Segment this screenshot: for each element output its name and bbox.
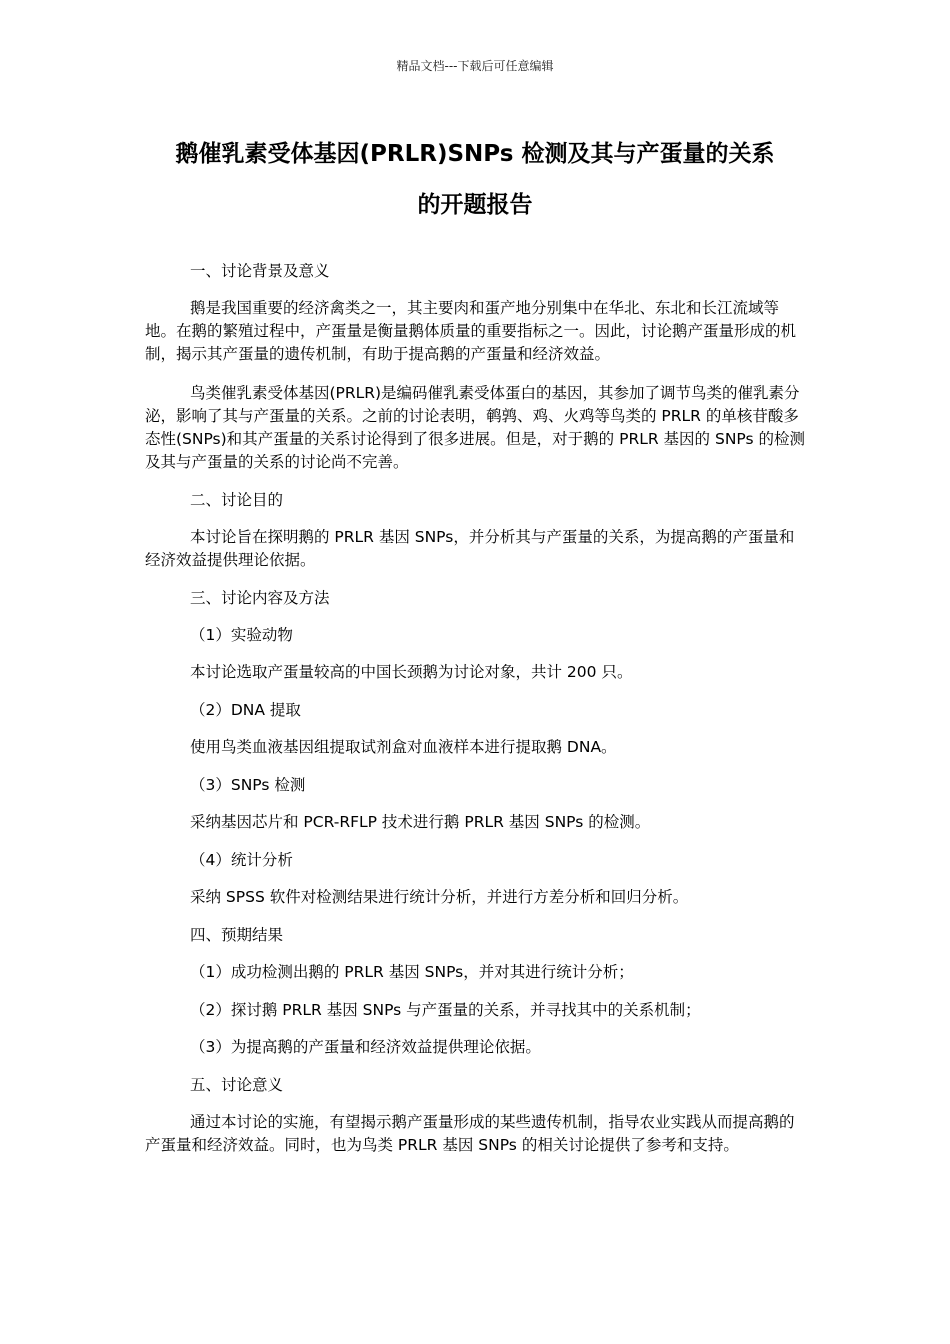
section3-sub3-heading: （3）SNPs 检测	[190, 776, 306, 794]
section2-heading: 二、讨论目的	[190, 491, 284, 509]
section3-sub4-heading: （4）统计分析	[190, 851, 293, 869]
section3-sub2-heading: （2）DNA 提取	[190, 701, 301, 719]
section4-item2: （2）探讨鹅 PRLR 基因 SNPs 与产蛋量的关系，并寻找其中的关系机制；	[190, 1001, 701, 1019]
document-title-line1: 鹅催乳素受体基因(PRLR)SNPs 检测及其与产蛋量的关系	[175, 141, 775, 167]
section3-sub1-text: 本讨论选取产蛋量较高的中国长颈鹅为讨论对象，共计 200 只。	[190, 663, 633, 681]
section1-heading: 一、讨论背景及意义	[190, 262, 330, 280]
section4-item1: （1）成功检测出鹅的 PRLR 基因 SNPs，并对其进行统计分析；	[190, 963, 634, 981]
section3-sub4-text: 采纳 SPSS 软件对检测结果进行统计分析，并进行方差分析和回归分析。	[190, 888, 689, 906]
page-header: 精品文档---下载后可任意编辑	[396, 59, 554, 73]
section1-paragraph1: 鹅是我国重要的经济禽类之一，其主要肉和蛋产地分别集中在华北、东北和长江流域等地。在鹅的繁殖过程中，产蛋量是衡量鹅体质量的重要指标之一。因此，讨论鹅产蛋量形成的机制，揭示其产蛋量的遗传机制，有助于提高鹅的产蛋量和经济效益。	[145, 299, 797, 363]
section5-paragraph1: 通过本讨论的实施，有望揭示鹅产蛋量形成的某些遗传机制，指导农业实践从而提高鹅的产蛋量和经济效益。同时，也为鸟类 PRLR 基因 SNPs 的相关讨论提供了参考和支持。	[145, 1113, 795, 1154]
section1-paragraph2: 鸟类催乳素受体基因(PRLR)是编码催乳素受体蛋白的基因，其参加了调节鸟类的催乳素分泌，影响了其与产蛋量的关系。之前的讨论表明，鹌鹑、鸡、火鸡等鸟类的 PRLR 的单核苷酸多态性(SNPs)和其产蛋量的关系讨论得到了很多进展。但是，对于鹅的 PRLR 基因的 SNPs 的检测及其与产蛋量的关系的讨论尚不完善。	[145, 384, 805, 471]
section5-heading: 五、讨论意义	[190, 1076, 284, 1094]
section4-item3: （3）为提高鹅的产蛋量和经济效益提供理论依据。	[190, 1038, 541, 1056]
section4-heading: 四、预期结果	[190, 926, 284, 944]
section3-heading: 三、讨论内容及方法	[190, 589, 330, 607]
section3-sub2-text: 使用鸟类血液基因组提取试剂盒对血液样本进行提取鹅 DNA。	[190, 738, 617, 756]
section2-paragraph1: 本讨论旨在探明鹅的 PRLR 基因 SNPs，并分析其与产蛋量的关系，为提高鹅的产蛋量和经济效益提供理论依据。	[145, 528, 795, 569]
section3-sub3-text: 采纳基因芯片和 PCR-RFLP 技术进行鹅 PRLR 基因 SNPs 的检测。	[190, 813, 651, 831]
document-title-line2: 的开题报告	[417, 192, 533, 218]
section3-sub1-heading: （1）实验动物	[190, 626, 293, 644]
